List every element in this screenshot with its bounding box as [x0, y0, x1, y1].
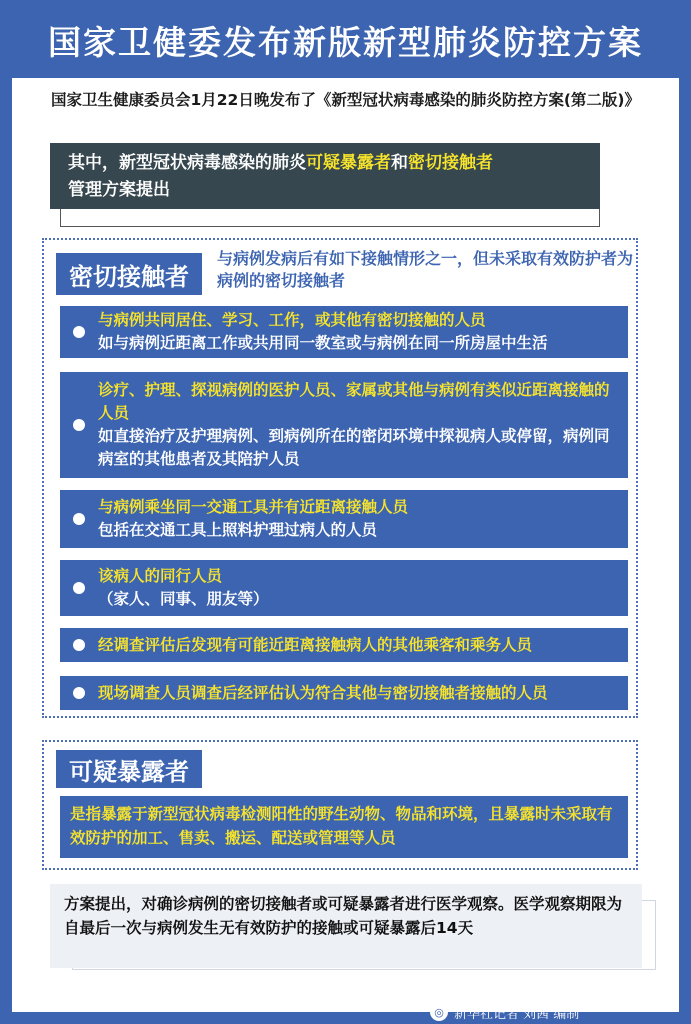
item-sub: 如直接治疗及护理病例、到病例所在的密闭环境中探视病人或停留，病例同病室的其他患者及其陪护人员	[98, 427, 610, 468]
bullet-icon	[73, 513, 85, 525]
observation-note: 方案提出，对确诊病例的密切接触者或可疑暴露者进行医学观察。医学观察期限为自最后一次与病例发生无有效防护的接触或可疑暴露后14天	[50, 884, 642, 968]
content-panel	[12, 78, 679, 1012]
list-item	[60, 372, 628, 478]
bullet-icon	[73, 582, 85, 594]
bullet-icon	[73, 326, 85, 338]
item-main: 诊疗、护理、探视病例的医护人员、家属或其他与病例有类似近距离接触的人员	[98, 381, 610, 422]
intro-highlight-suspected: 可疑暴露者	[306, 153, 391, 173]
list-item	[60, 676, 628, 710]
item-sub: （家人、同事、朋友等）	[98, 590, 269, 608]
subtitle: 国家卫生健康委员会1月22日晚发布了《新型冠状病毒感染的肺炎防控方案(第二版)》	[50, 91, 641, 109]
bullet-icon	[73, 687, 85, 699]
credit-text: 新华社记者 刘茜 编制	[454, 1006, 580, 1022]
credit	[430, 1001, 579, 1023]
suspected-exposure-definition: 是指暴露于新型冠状病毒检测阳性的野生动物、物品和环境，且暴露时未采取有效防护的加工、售卖、搬运、配送或管理等人员	[60, 796, 628, 858]
suspected-exposure-heading: 可疑暴露者	[56, 750, 202, 788]
item-main: 与病例乘坐同一交通工具并有近距离接触人员	[98, 498, 409, 516]
bullet-icon	[73, 639, 85, 651]
intro-box	[50, 143, 600, 209]
item-main: 该病人的同行人员	[98, 567, 223, 585]
item-main: 经调查评估后发现有可能近距离接触病人的其他乘客和乘务人员	[98, 635, 533, 654]
list-item	[60, 560, 628, 616]
close-contacts-definition: 与病例发病后有如下接触情形之一，但未采取有效防护者为病例的密切接触者	[217, 249, 634, 290]
item-sub: 如与病例近距离工作或共用同一教室或与病例在同一所房屋中生活	[98, 334, 548, 352]
list-item	[60, 628, 628, 662]
page-title: 国家卫健委发布新版新型肺炎防控方案	[48, 22, 643, 62]
intro-text-2: 管理方案提出	[68, 180, 170, 200]
list-item	[60, 306, 628, 358]
xinhua-logo-icon: ◎	[430, 1003, 448, 1021]
intro-connector: 和	[391, 153, 408, 173]
item-sub: 包括在交通工具上照料护理过病人的人员	[98, 521, 378, 539]
intro-text-1: 其中，新型冠状病毒感染的肺炎	[68, 153, 306, 173]
item-main: 现场调查人员调查后经评估认为符合其他与密切接触者接触的人员	[98, 683, 548, 702]
list-item	[60, 490, 628, 548]
item-main: 与病例共同居住、学习、工作，或其他有密切接触的人员	[98, 311, 486, 329]
close-contacts-heading: 密切接触者	[56, 253, 202, 295]
bullet-icon	[73, 419, 85, 431]
intro-highlight-contacts: 密切接触者	[408, 153, 493, 173]
